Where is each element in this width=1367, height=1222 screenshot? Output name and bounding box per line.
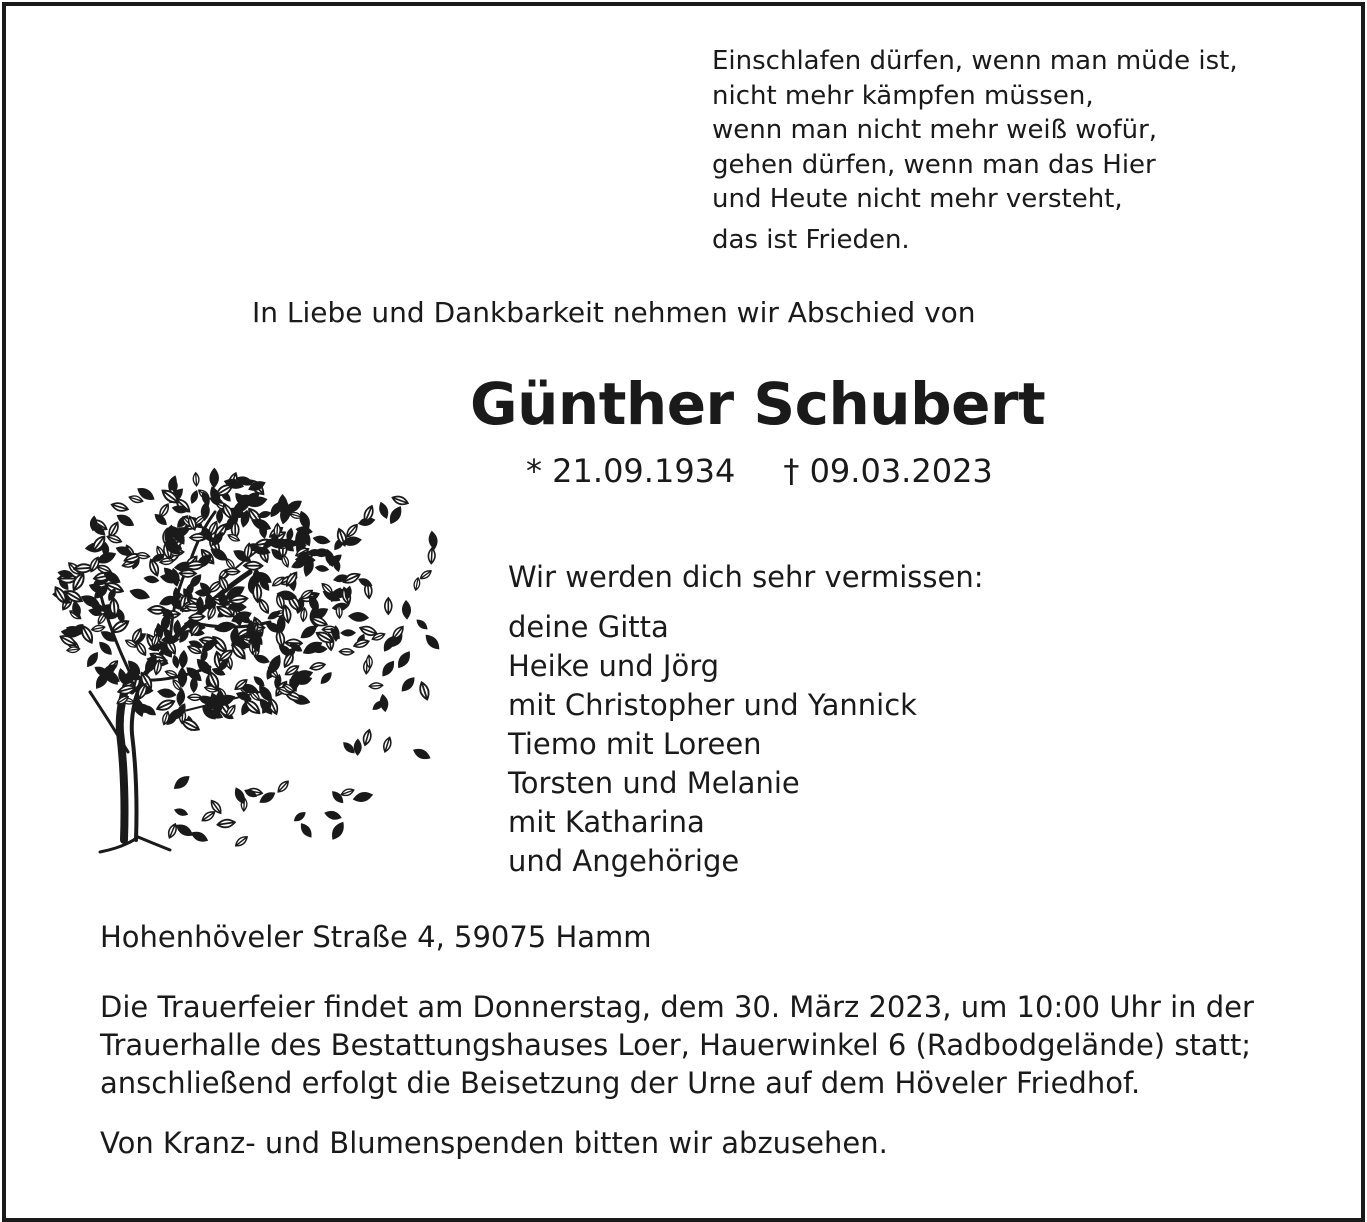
mourner-line: mit Katharina bbox=[508, 805, 705, 839]
deceased-name: Günther Schubert bbox=[470, 370, 1046, 438]
mourner-line: und Angehörige bbox=[508, 844, 740, 878]
poem-line: gehen dürfen, wenn man das Hier bbox=[712, 149, 1156, 180]
windblown-tree-icon bbox=[40, 452, 440, 862]
funeral-line: Trauerhalle des Bestattungshauses Loer, Hauerwinkel 6 (Radbodgelände) statt; bbox=[100, 1028, 1252, 1062]
poem-line: wenn man nicht mehr weiß wofür, bbox=[712, 115, 1158, 145]
mourners-list bbox=[508, 608, 917, 881]
birth-date: * 21.09.1934 bbox=[526, 452, 736, 490]
death-date: † 09.03.2023 bbox=[783, 452, 993, 490]
funeral-line: anschließend erfolgt die Beisetzung der Urne auf dem Höveler Friedhof. bbox=[100, 1066, 1141, 1100]
life-dates bbox=[526, 452, 993, 490]
flowers-note: Von Kranz- und Blumenspenden bitten wir abzusehen. bbox=[100, 1126, 888, 1160]
intro-text: In Liebe und Dankbarkeit nehmen wir Abschied von bbox=[252, 296, 976, 329]
poem-line: und Heute nicht mehr versteht, bbox=[712, 184, 1123, 214]
mourner-line: Torsten und Melanie bbox=[508, 766, 800, 800]
mourner-line: Tiemo mit Loreen bbox=[508, 727, 762, 761]
funeral-line: Die Trauerfeier findet am Donnerstag, dem 30. März 2023, um 10:00 Uhr in der bbox=[100, 990, 1254, 1024]
funeral-notice bbox=[100, 988, 1254, 1102]
poem-line: das ist Frieden. bbox=[712, 224, 910, 255]
mourner-line: mit Christopher und Yannick bbox=[508, 688, 917, 722]
poem-line: nicht mehr kämpfen müssen, bbox=[712, 80, 1094, 111]
family-address: Hohenhöveler Straße 4, 59075 Hamm bbox=[100, 920, 652, 954]
poem-line: Einschlafen dürfen, wenn man müde ist, bbox=[712, 46, 1238, 76]
mourners-heading: Wir werden dich sehr vermissen: bbox=[508, 560, 984, 594]
mourner-line: deine Gitta bbox=[508, 610, 669, 644]
poem bbox=[712, 44, 1238, 257]
mourner-line: Heike und Jörg bbox=[508, 649, 720, 683]
